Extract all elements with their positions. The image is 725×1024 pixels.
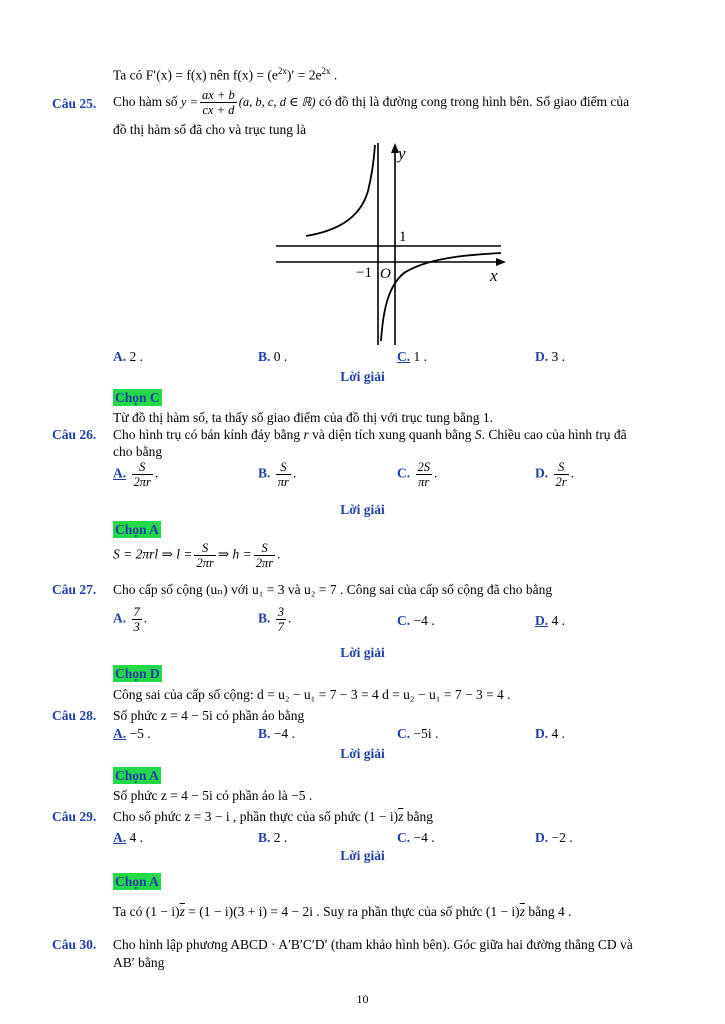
q25-option-b[interactable]: B. 0 . xyxy=(258,349,288,364)
q26-chosen-badge: Chọn A xyxy=(115,522,159,537)
q28-option-b[interactable]: B. −4 . xyxy=(258,726,295,741)
one-label: 1 xyxy=(399,229,407,245)
q25-option-c[interactable]: C. 1 . xyxy=(397,349,427,364)
question-26-text: Cho hình trụ có bán kính đáy bằng r và diện tích xung quanh bằng S. Chiều cao của hình trụ đã xyxy=(113,427,627,442)
question-27-text: Cho cấp số cộng (uₙ) với u₁ = 3 và u₂ = 7 . Công sai của cấp số cộng đã cho bằng xyxy=(113,582,553,597)
question-29-label: Câu 29. xyxy=(52,809,97,824)
q28-option-d[interactable]: D. 4 . xyxy=(535,726,565,741)
q25-option-a[interactable]: A. 2 . xyxy=(113,349,143,364)
q29-option-c[interactable]: C. −4 . xyxy=(397,830,435,845)
question-30-text-cont: AB′ bằng xyxy=(113,955,165,970)
q29-option-d[interactable]: D. −2 . xyxy=(535,830,573,845)
q29-option-a[interactable]: A. 4 . xyxy=(113,830,143,845)
q26-option-a[interactable]: A. $\frac{S}{2\pi r}$ . xyxy=(113,460,159,489)
question-28-text: Số phức z = 4 − 5i có phần ảo bằng xyxy=(113,708,305,723)
question-26-label: Câu 26. xyxy=(52,427,97,442)
question-30-label: Câu 30. xyxy=(52,937,97,952)
question-27-label: Câu 27. xyxy=(52,582,97,597)
x-label: x xyxy=(490,266,498,285)
q29-option-b[interactable]: B. 2 . xyxy=(258,830,288,845)
y-label: y xyxy=(398,144,406,163)
question-29-text: Cho số phức z = 3 − i , phần thực của số phức $(1 - i)\overline{z}$ bằng xyxy=(113,809,434,824)
origin-label: O xyxy=(380,266,391,282)
q27-explanation: Công sai của cấp số cộng: d = u₂ − u₁ = 7 − 3 = 4 d = u₂ − u₁ = 7 − 3 = 4 . xyxy=(113,687,511,702)
q28-explanation: Số phức z = 4 − 5i có phần ảo là −5 . xyxy=(113,788,313,803)
q27-chosen-badge: Chọn D xyxy=(115,666,160,681)
q26-solution-label: Lời giải xyxy=(340,502,385,517)
q27-option-d[interactable]: D. 4 . xyxy=(535,613,565,628)
intro-line: Ta có F′(x) = f(x) nên $f(x) = (e^{2x})' = 2e^{2x}$ . xyxy=(113,66,338,83)
minus-one-label: −1 xyxy=(356,265,372,281)
q25-explanation: Từ đồ thị hàm số, ta thấy số giao điểm của đồ thị với trục tung bằng 1. xyxy=(113,410,494,425)
question-30-text: Cho hình lập phương ABCD · A′B′C′D′ (tham khảo hình bên). Góc giữa hai đường thẳng CD và xyxy=(113,937,633,952)
q27-option-b[interactable]: B. $\frac{3}{7}$ . xyxy=(258,605,292,634)
q28-option-a[interactable]: A. −5 . xyxy=(113,726,151,741)
q25-fraction: $\frac{ax + b}{cx + d}$ xyxy=(202,88,235,118)
q27-option-a[interactable]: A. $\frac{7}{3}$ . xyxy=(113,605,148,634)
q26-explanation: S = 2πrl ⇒ l = $\frac{S}{2\pi r}$ ⇒ h = $\frac{S}{2\pi r}$ . xyxy=(113,541,281,570)
q26-option-b[interactable]: B. $\frac{S}{\pi r}$ . xyxy=(258,460,297,489)
graph-left-branch xyxy=(306,145,375,236)
q27-option-c[interactable]: C. −4 . xyxy=(397,613,435,628)
q25-solution-label: Lời giải xyxy=(340,369,385,384)
question-25-label: Câu 25. xyxy=(52,96,97,111)
q28-chosen-badge: Chọn A xyxy=(115,768,159,783)
question-25-text-cont: đồ thị hàm số đã cho và trục tung là xyxy=(113,122,307,137)
q25-chosen-badge: Chọn C xyxy=(115,390,160,405)
question-26-text-cont: cho bằng xyxy=(113,444,163,459)
q28-option-c[interactable]: C. −5i . xyxy=(397,726,439,741)
q27-solution-label: Lời giải xyxy=(340,645,385,660)
q29-chosen-badge: Chọn A xyxy=(115,874,159,889)
graph-right-branch xyxy=(381,253,501,341)
q25-function-graph xyxy=(276,141,508,345)
q26-option-d[interactable]: D. $\frac{S}{2r}$ . xyxy=(535,460,574,489)
q29-explanation: Ta có $(1 - i)\overline{z} = (1 - i)(3 + i) = 4 - 2i$ . Suy ra phần thực của số phức $(1 - i)\overline{z}$ bằng 4 . xyxy=(113,904,572,919)
q25-option-d[interactable]: D. 3 . xyxy=(535,349,565,364)
q26-option-c[interactable]: C. $\frac{2S}{\pi r}$ . xyxy=(397,460,438,489)
q29-solution-label: Lời giải xyxy=(340,848,385,863)
page-number: 10 xyxy=(356,992,369,1006)
q28-solution-label: Lời giải xyxy=(340,746,385,761)
question-25-text: Cho hàm số y = $\frac{ax + b}{cx + d}$ (a, b, c, d ∈ ℝ) có đồ thị là đường cong trong hình bên. Số giao điểm của xyxy=(113,88,630,118)
question-28-label: Câu 28. xyxy=(52,708,97,723)
x-axis-arrow xyxy=(496,258,506,266)
